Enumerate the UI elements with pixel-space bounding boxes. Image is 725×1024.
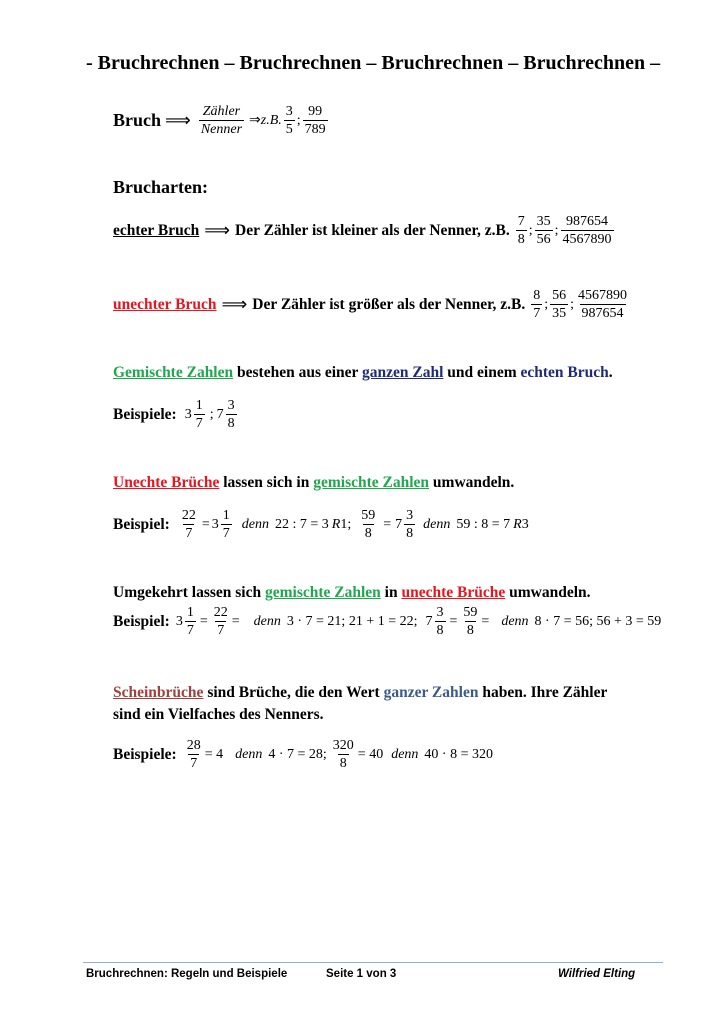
whole-number: 7 — [425, 613, 433, 629]
remainder-value: 1; — [340, 516, 352, 532]
separator: ; — [544, 296, 549, 312]
calculation: 22 : 7 = 3 — [274, 516, 329, 532]
calculation: 40 · 8 = 320 — [424, 746, 493, 762]
unechter-text: Der Zähler ist größer als der Nenner, z.B. — [252, 295, 526, 313]
equals: = — [449, 613, 458, 629]
equals: = — [199, 613, 208, 629]
fraction: $\frac{3}{8}$ — [436, 605, 444, 639]
fraction: $\frac{35}{56}$ — [536, 214, 551, 248]
gemischte-zahlen-line — [113, 364, 613, 382]
text: Umgekehrt lassen sich — [113, 584, 262, 601]
text: umwandeln. — [509, 584, 591, 601]
term-echter-bruch: echter Bruch — [113, 221, 200, 239]
footer-left: Bruchrechnen: Regeln und Beispiele — [86, 968, 288, 980]
text: in — [384, 584, 398, 601]
section-heading: Brucharten: — [113, 177, 208, 197]
fraction: $\frac{3}{8}$ — [227, 398, 235, 432]
remainder-label: R — [513, 516, 522, 532]
separator: ; — [554, 222, 559, 238]
term-gemischte-zahlen: gemischte Zahlen — [313, 474, 430, 491]
fraction: $\frac{59}{8}$ — [463, 605, 478, 639]
fraction-zaehler-nenner: $\frac{\text{Zähler}}{\text{Nenner}}$ — [200, 104, 243, 138]
equals: = — [383, 516, 392, 532]
beispiel-label: Beispiel: — [113, 515, 170, 533]
term-gemischte-zahlen: gemischte Zahlen — [264, 584, 381, 601]
whole-number: 3 — [175, 613, 183, 629]
whole-number: 7 — [395, 516, 403, 532]
calculation: 8 · 7 = 56; 56 + 3 = 59 — [534, 613, 662, 629]
denn-label: denn — [241, 516, 269, 532]
whole-number: 3 — [184, 406, 192, 422]
term-unechter-bruch: unechter Bruch — [113, 295, 217, 313]
fraction: $\frac{1}{7}$ — [222, 508, 230, 542]
echter-text: Der Zähler ist kleiner als der Nenner, z.B. — [235, 221, 510, 239]
text: haben. Ihre Zähler — [482, 684, 608, 701]
text: und einem — [447, 364, 517, 381]
denn-label: denn — [423, 516, 451, 532]
unechter-bruch-line — [113, 288, 631, 322]
term-echten-bruch: echten Bruch — [520, 364, 609, 381]
separator: ; — [296, 112, 301, 128]
calculation: 59 : 8 = 7 — [456, 516, 511, 532]
footer-divider — [83, 962, 663, 963]
term-unechte-brueche: Unechte Brüche — [113, 474, 220, 491]
text: sind ein Vielfaches des Nenners. — [113, 706, 324, 723]
fraction: $\frac{1}{7}$ — [186, 605, 194, 639]
fraction: $\frac{8}{7}$ — [533, 288, 541, 322]
equals: = — [481, 613, 490, 629]
beispiele-scheinbrueche — [113, 738, 493, 772]
zb-label: z.B. — [260, 112, 282, 128]
term-gemischte-zahlen: Gemischte Zahlen — [113, 364, 234, 381]
footer-page-number: Seite 1 von 3 — [326, 968, 397, 980]
term-scheinbrueche: Scheinbrüche — [113, 684, 204, 701]
term-unechte-brueche: unechte Brüche — [401, 584, 506, 601]
remainder-label: R — [331, 516, 341, 532]
remainder-value: 3 — [521, 516, 529, 532]
fraction: $\frac{3}{5}$ — [285, 104, 293, 138]
denn-label: denn — [501, 613, 529, 629]
whole-number: 7 — [216, 406, 224, 422]
implies-arrow-icon: ⟹ — [204, 220, 231, 241]
text: lassen sich in — [223, 474, 310, 491]
term-ganzer-zahlen: ganzer Zahlen — [383, 684, 479, 701]
bruch-definition — [113, 104, 330, 138]
whole-number: 3 — [211, 516, 219, 532]
equals: = — [201, 516, 210, 532]
beispiele-gemischte — [113, 398, 239, 432]
umwandeln-line-1 — [113, 474, 514, 492]
fraction: $\frac{320}{8}$ — [332, 738, 354, 772]
fraction: $\frac{28}{7}$ — [186, 738, 201, 772]
fraction: $\frac{3}{8}$ — [406, 508, 414, 542]
fraction: $\frac{99}{789}$ — [304, 104, 326, 138]
fraction: $\frac{7}{8}$ — [517, 214, 525, 248]
fraction: $\frac{1}{7}$ — [195, 398, 203, 432]
fraction: $\frac{4567890}{987654}$ — [578, 288, 628, 322]
implies-arrow-icon: ⟹ — [221, 294, 248, 315]
calculation: 3 · 7 = 21; 21 + 1 = 22; — [286, 613, 418, 629]
value: = 4 — [204, 746, 224, 762]
beispiel-label: Beispiel: — [113, 612, 170, 630]
footer-author: Wilfried Elting — [558, 968, 636, 980]
beispiele-label: Beispiele: — [113, 405, 177, 423]
calculation: 4 · 7 = 28; — [268, 746, 327, 762]
denn-label: denn — [391, 746, 419, 762]
fraction: $\frac{22}{7}$ — [213, 605, 228, 639]
denn-label: denn — [253, 613, 281, 629]
echter-bruch-line — [113, 214, 616, 248]
implies-icon: ⇒ — [249, 113, 261, 129]
beispiel-unechte-zu-gemischte — [113, 508, 529, 542]
page-title: - Bruchrechnen – Bruchrechnen – Bruchrechnen – Bruchrechnen – — [86, 52, 661, 74]
fraction: $\frac{56}{35}$ — [552, 288, 567, 322]
value: = 40 — [357, 746, 384, 762]
term-ganzen-zahl: ganzen Zahl — [362, 364, 444, 381]
text: umwandeln. — [432, 474, 515, 491]
scheinbrueche-paragraph — [113, 682, 607, 726]
text: sind Brüche, die den Wert — [207, 684, 380, 701]
fraction: $\frac{59}{8}$ — [361, 508, 376, 542]
beispiele-label: Beispiele: — [113, 745, 177, 763]
separator: ; — [570, 296, 575, 312]
bruch-label: Bruch — [113, 110, 162, 131]
fraction: $\frac{22}{7}$ — [181, 508, 196, 542]
beispiel-gemischte-zu-unechte — [113, 605, 661, 639]
separator: ; — [209, 406, 214, 422]
separator: ; — [528, 222, 533, 238]
period: . — [608, 364, 613, 381]
denn-label: denn — [235, 746, 263, 762]
text: bestehen aus einer — [237, 364, 359, 381]
fraction: $\frac{987654}{4567890}$ — [562, 214, 612, 248]
equals: = — [231, 613, 240, 629]
umwandeln-line-2 — [113, 584, 591, 602]
implies-arrow-icon: ⟹ — [165, 110, 191, 131]
